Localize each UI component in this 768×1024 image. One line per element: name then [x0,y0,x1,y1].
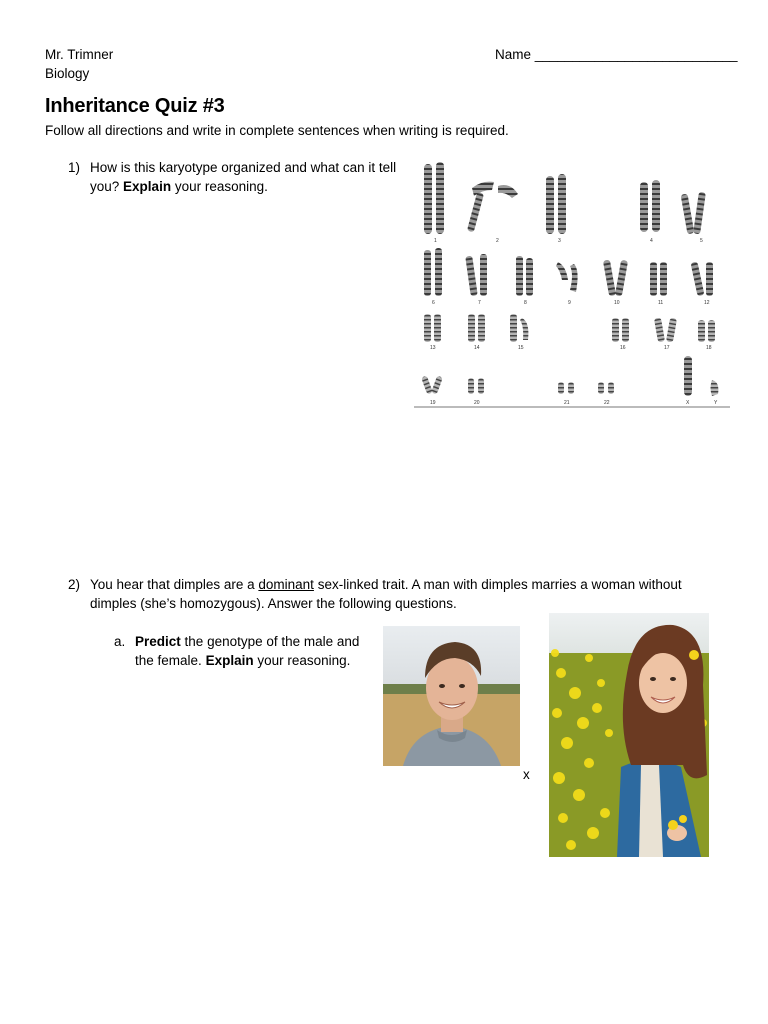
karyotype-label: 7 [478,300,481,306]
karyotype-label: 18 [706,345,712,351]
karyotype-svg [412,158,730,410]
question-2-number: 2) [68,577,81,592]
male-photo [383,626,520,766]
karyotype-row-2 [424,248,713,306]
karyotype-row-4 [421,356,718,406]
karyotype-label: 3 [558,238,561,244]
question-2a-letter: a. [114,634,126,649]
question-1-number: 1) [68,160,81,175]
teacher-name: Mr. Trimner [45,47,114,62]
question-2-dominant: dominant [258,577,314,592]
karyotype-label: 9 [568,300,571,306]
question-2a-line-2 [135,653,350,668]
question-2a-text-2: the female. [135,653,202,668]
female-photo [549,613,709,857]
subject: Biology [45,66,90,81]
karyotype-label: 20 [474,400,480,406]
karyotype-label: 8 [524,300,527,306]
karyotype-label: 17 [664,345,670,351]
question-1-text: you? [90,179,120,194]
karyotype-label: 1 [434,238,437,244]
karyotype-label: 11 [658,300,664,306]
question-2-text-cont: sex-linked trait. A man with dimples marries a woman without [317,577,682,592]
question-2a-text: the genotype of the male and [184,634,360,649]
question-2a-explain: Explain [205,653,254,668]
karyotype-label: 14 [474,345,480,351]
question-2a-predict: Predict [135,634,181,649]
question-1-line-2 [90,179,268,194]
question-1-line-1: How is this karyotype organized and what can it tell [90,160,397,175]
karyotype-label: 5 [700,238,703,244]
question-2-text: You hear that dimples are a [90,577,255,592]
karyotype-row-1 [424,162,706,244]
question-1-explain: Explain [123,179,172,194]
question-1-text-end: your reasoning. [174,179,268,194]
karyotype-label: 13 [430,345,436,351]
karyotype-label: 12 [704,300,710,306]
karyotype-label: 16 [620,345,626,351]
question-2-line-2: dimples (she’s homozygous). Answer the following questions. [90,596,457,611]
karyotype-label: 6 [432,300,435,306]
question-2a-line-1 [135,634,359,649]
directions: Follow all directions and write in complete sentences when writing is required. [45,123,509,138]
karyotype-label: 2 [496,238,499,244]
karyotype-label: X [686,400,690,406]
karyotype-image [412,158,730,410]
karyotype-label: 10 [614,300,620,306]
karyotype-label: Y [714,400,718,406]
karyotype-label: 21 [564,400,570,406]
karyotype-label: 15 [518,345,524,351]
karyotype-label: 19 [430,400,436,406]
question-2a-text-end: your reasoning. [257,653,351,668]
karyotype-row-3 [424,314,715,351]
question-2-line-1 [90,577,682,592]
page-title: Inheritance Quiz #3 [45,95,225,117]
cross-symbol: x [523,767,530,782]
karyotype-label: 4 [650,238,653,244]
name-field[interactable]: Name ___________________________ [495,47,738,62]
karyotype-label: 22 [604,400,610,406]
